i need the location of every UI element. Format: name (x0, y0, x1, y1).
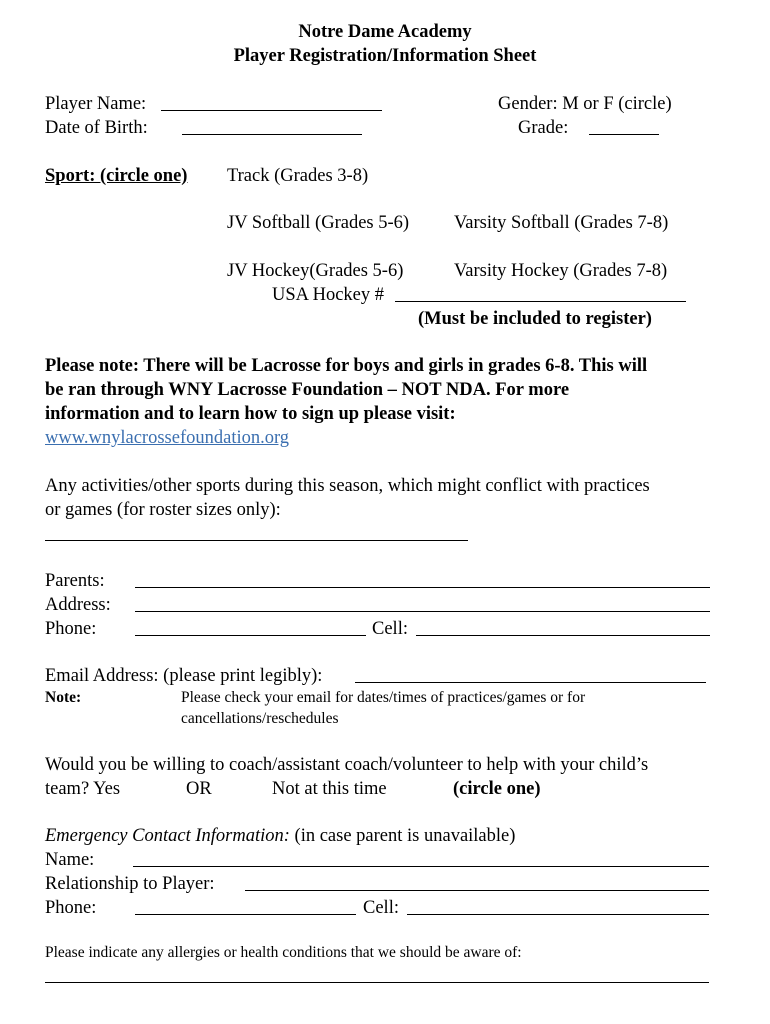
player-name-field[interactable] (161, 110, 382, 111)
emergency-heading-title: Emergency Contact Information: (45, 826, 290, 846)
sport-option-varsity-hockey[interactable]: Varsity Hockey (Grades 7-8) (454, 261, 668, 281)
activities-line1: Any activities/other sports during this season, which might conflict with practices (45, 476, 650, 496)
email-field[interactable] (355, 682, 706, 683)
parents-label: Parents: (45, 571, 105, 591)
parent-phone-label: Phone: (45, 619, 97, 639)
volunteer-option-not-now[interactable]: Not at this time (272, 779, 387, 799)
parent-cell-field[interactable] (416, 635, 710, 636)
health-label: Please indicate any allergies or health conditions that we should be aware of: (45, 944, 522, 961)
form-title: Player Registration/Information Sheet (233, 46, 537, 66)
usa-hockey-label: USA Hockey # (272, 285, 385, 305)
grade-field[interactable] (589, 134, 659, 135)
lacrosse-note-line2: be ran through WNY Lacrosse Foundation – NOT NDA. For more (45, 380, 570, 400)
activities-line2: or games (for roster sizes only): (45, 500, 281, 520)
dob-field[interactable] (182, 134, 362, 135)
sport-option-track[interactable]: Track (Grades 3-8) (227, 166, 369, 186)
player-name-label: Player Name: (45, 94, 147, 114)
usa-hockey-number-field[interactable] (395, 301, 686, 302)
lacrosse-note-line1: Please note: There will be Lacrosse for boys and girls in grades 6-8. This will (45, 356, 648, 376)
grade-label: Grade: (518, 118, 569, 138)
sport-label: Sport: (circle one) (45, 166, 188, 186)
email-label: Email Address: (please print legibly): (45, 666, 323, 686)
emergency-cell-label: Cell: (363, 898, 399, 918)
gender-label: Gender: M or F (circle) (498, 94, 672, 114)
school-title: Notre Dame Academy (298, 22, 472, 42)
sport-option-jv-softball[interactable]: JV Softball (Grades 5-6) (227, 213, 410, 233)
lacrosse-note-line3: information and to learn how to sign up please visit: (45, 404, 456, 424)
address-label: Address: (45, 595, 111, 615)
parent-phone-field[interactable] (135, 635, 366, 636)
parent-cell-label: Cell: (372, 619, 408, 639)
emergency-phone-field[interactable] (135, 914, 356, 915)
emergency-heading (45, 824, 515, 848)
sport-option-varsity-softball[interactable]: Varsity Softball (Grades 7-8) (454, 213, 669, 233)
email-note-line2: cancellations/reschedules (181, 710, 339, 727)
address-field[interactable] (135, 611, 710, 612)
volunteer-or: OR (186, 779, 212, 799)
emergency-name-label: Name: (45, 850, 95, 870)
emergency-name-field[interactable] (133, 866, 709, 867)
sport-option-jv-hockey[interactable]: JV Hockey(Grades 5-6) (227, 261, 404, 281)
dob-label: Date of Birth: (45, 118, 148, 138)
emergency-phone-label: Phone: (45, 898, 97, 918)
volunteer-question: Would you be willing to coach/assistant coach/volunteer to help with your child’s (45, 755, 649, 775)
must-include-note: (Must be included to register) (418, 309, 652, 329)
volunteer-circle-note: (circle one) (453, 779, 541, 799)
activities-field[interactable] (45, 540, 468, 541)
email-note-line1: Please check your email for dates/times of practices/games or for (181, 689, 586, 706)
relationship-label: Relationship to Player: (45, 874, 215, 894)
volunteer-option-yes[interactable]: team? Yes (45, 779, 121, 799)
emergency-cell-field[interactable] (407, 914, 709, 915)
email-note-label: Note: (45, 689, 82, 706)
emergency-heading-suffix: (in case parent is unavailable) (289, 826, 516, 846)
relationship-field[interactable] (245, 890, 709, 891)
health-field[interactable] (45, 982, 709, 983)
parents-field[interactable] (135, 587, 710, 588)
lacrosse-foundation-link[interactable]: www.wnylacrossefoundation.org (45, 428, 290, 448)
